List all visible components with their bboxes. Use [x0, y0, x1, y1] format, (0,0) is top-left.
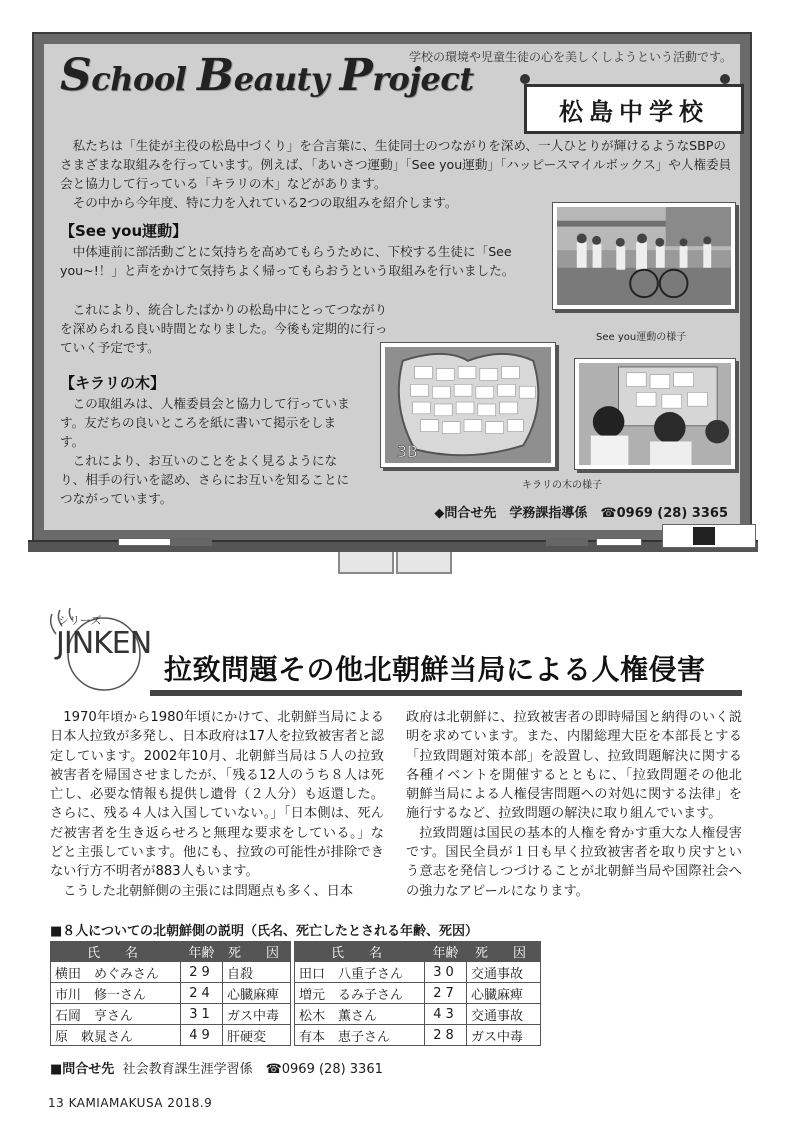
victim-cause: 交通事故	[467, 962, 541, 983]
victim-name: 原 敕晁さん	[51, 1025, 181, 1046]
header-name: 氏 名	[51, 942, 181, 962]
kirari-board-label: 3B	[396, 442, 418, 462]
jinken-label: JINKEN	[56, 626, 152, 661]
title-underline	[150, 690, 742, 696]
table-row	[51, 983, 541, 1004]
table-row	[51, 1025, 541, 1046]
victim-cause: 自殺	[223, 962, 291, 983]
page-footer: 13 KAMIAMAKUSA 2018.9	[48, 1096, 213, 1110]
header-cause: 死 因	[223, 942, 291, 962]
article-paragraph: 政府は北朝鮮に、拉致被害者の即時帰国と納得のいく説明を求めています。また、内閣総理大臣を本部長とする「拉致問題対策本部」を設置し、拉致問題解決に関する各種イベントを開催するとともに、「拉致問題その他北朝鮮当局による人権侵害問題への対処に関する法律」を施行するなど、拉致問題の解決に取り組んでいます。	[406, 710, 742, 822]
kirari-paragraph-1: この取組みは、人権委員会と協力して行っています。友だちの良いところを紙に書いて掲示をします。	[60, 396, 350, 449]
victim-age: 30	[425, 962, 467, 983]
article-paragraph: 1970年頃から1980年頃にかけて、北朝鮮当局による日本人拉致が多発し、日本政府は17人を拉致被害者と認定しています。2002年10月、北朝鮮当局は５人の拉致被害者を帰国させましたが、「残る12人のうち８人は死亡し、必要な情報も提供し遺骨（２人分）も返還した。さらに、残る４人は入国していない。」「日本側は、死んだ被害者を生き返らせろと無理な要求をしている。」などと主張しています。他にも、拉致の可能性が排除できない行方不明者が883人もいます。	[50, 710, 384, 880]
kirari-photo-2-image	[579, 363, 731, 465]
victim-age: 24	[181, 983, 223, 1004]
project-title: School Beauty Project	[60, 50, 474, 101]
article-column-left	[50, 708, 384, 901]
victim-name: 石岡 亨さん	[51, 1004, 181, 1025]
chalkboard	[32, 32, 752, 544]
victim-cause: ガス中毒	[223, 1004, 291, 1025]
kirari-paragraph-2: これにより、お互いのことをよく見るようになり、相手の行いを認め、さらにお互いを知ることにつながっています。	[60, 453, 350, 506]
header-cause: 死 因	[467, 942, 541, 962]
victim-name: 市川 修一さん	[51, 983, 181, 1004]
header-age: 年齢	[425, 942, 467, 962]
chalkboard-surface	[44, 44, 740, 530]
table-title: ■８人についての北朝鮮側の説明（氏名、死亡したとされる年齢、死因）	[50, 924, 479, 939]
article-paragraph: こうした北朝鮮側の主張には問題点も多く、日本	[63, 883, 354, 899]
contact-text: 社会教育課生涯学習係 ☎0969 (28) 3361	[122, 1062, 383, 1077]
chalk-eraser	[170, 538, 212, 546]
jinken-title: 拉致問題その他北朝鮮当局による人権侵害	[164, 653, 706, 686]
jinken-contact	[50, 1058, 383, 1077]
kirari-heading: 【キラリの木】	[60, 374, 166, 392]
project-tagline: 学校の環境や児童生徒の心を美しくしようという活動です。	[408, 50, 732, 64]
seeyou-paragraph-1: 中体連前に部活動ごとに気持ちを高めてもらうために、下校する生徒に「See you~!！」と声をかけて気持ちよく帰ってもらおうという取組みを行いました。	[60, 244, 515, 278]
victim-name: 松木 薫さん	[295, 1004, 425, 1025]
victim-cause: ガス中毒	[467, 1025, 541, 1046]
intro-text-2: その中から今年度、特に力を入れている2つの取組みを紹介します。	[72, 195, 458, 210]
seeyou-caption: See you運動の様子	[596, 332, 687, 343]
victim-age: 43	[425, 1004, 467, 1025]
seeyou-heading: 【See you運動】	[60, 222, 188, 240]
victim-cause: 心臓麻痺	[467, 983, 541, 1004]
pin-icon	[720, 74, 730, 84]
chalk-eraser	[546, 538, 588, 546]
victim-name: 横田 めぐみさん	[51, 962, 181, 983]
victim-name: 増元 るみ子さん	[295, 983, 425, 1004]
victim-name: 田口 八重子さん	[295, 962, 425, 983]
seeyou-photo-image	[557, 207, 731, 305]
corner-mark	[693, 527, 715, 545]
victim-name: 有本 恵子さん	[295, 1025, 425, 1046]
contact-label: ■問合せ先	[50, 1062, 115, 1077]
table-row	[51, 962, 541, 983]
kirari-photo-1	[380, 342, 556, 468]
victim-age: 31	[181, 1004, 223, 1025]
victim-age: 29	[181, 962, 223, 983]
project-contact: ◆問合せ先 学務課指導係 ☎0969 (28) 3365	[434, 506, 728, 521]
kirari-photo-2	[574, 358, 736, 470]
board-stand	[338, 552, 394, 574]
victim-age: 27	[425, 983, 467, 1004]
victim-age: 28	[425, 1025, 467, 1046]
kirari-photo-1-image	[385, 347, 551, 463]
victim-cause: 交通事故	[467, 1004, 541, 1025]
seeyou-photo	[552, 202, 736, 310]
kirari-caption: キラリの木の様子	[522, 480, 602, 491]
chalk-eraser	[118, 538, 172, 546]
table-header-row	[51, 942, 541, 962]
intro-text: 私たちは「生徒が主役の松島中づくり」を合言葉に、生徒同士のつながりを深め、一人ひとりが輝けるようなSBPのさまざまな取組みを行っています。例えば、「あいさつ運動」「See you運動」「ハッピースマイルボックス」や人権委員会と協力して行っている「キラリの木」などがあります。	[60, 138, 732, 191]
victim-age: 49	[181, 1025, 223, 1046]
board-stand	[396, 552, 452, 574]
chalk-eraser	[596, 538, 642, 546]
pin-icon	[520, 74, 530, 84]
header-name: 氏 名	[295, 942, 425, 962]
victims-table	[50, 941, 541, 1046]
header-age: 年齢	[181, 942, 223, 962]
table-row	[51, 1004, 541, 1025]
seeyou-paragraph-2: これにより、統合したばかりの松島中にとってつながりを深められる良い時間となりました。今後も定期的に行っていく予定です。	[60, 302, 388, 355]
series-label: シリーズ	[58, 614, 102, 627]
victim-cause: 心臓麻痺	[223, 983, 291, 1004]
school-name: 松島中学校	[524, 84, 744, 134]
article-paragraph: 拉致問題は国民の基本的人権を脅かす重大な人権侵害です。国民全員が１日も早く拉致被害者を取り戻すという意志を発信しつづけることが北朝鮮当局や国際社会への強力なアピールになります。	[406, 825, 742, 899]
article-column-right	[406, 708, 742, 901]
victim-cause: 肝硬変	[223, 1025, 291, 1046]
chalkboard-corner-sign	[662, 524, 756, 548]
